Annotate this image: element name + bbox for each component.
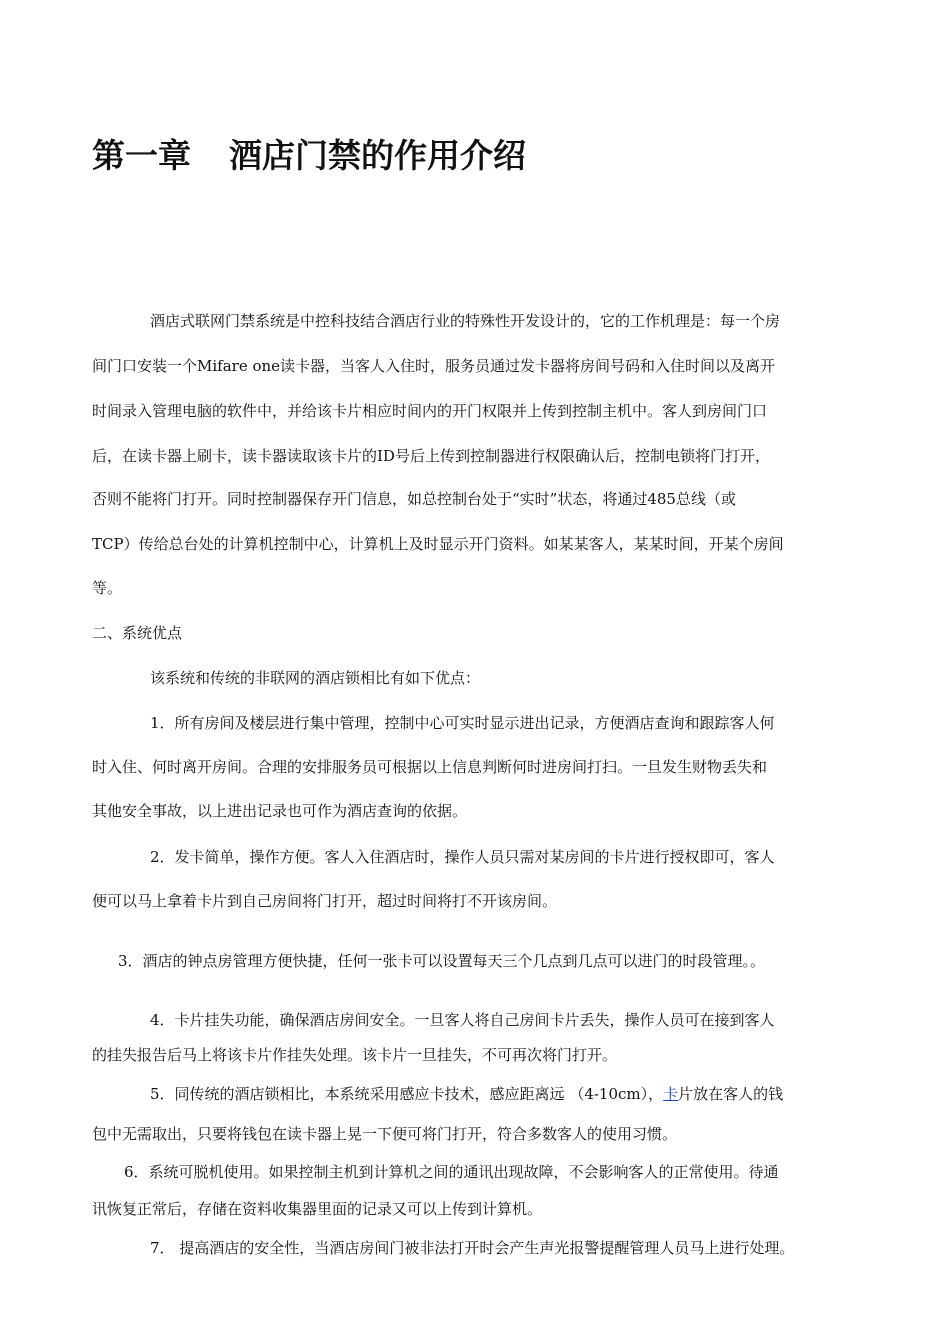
item-6-line-1: 6．系统可脱机使用。如果控制主机到计算机之间的通讯出现故障，不会影响客人的正常使用。待通 <box>124 1163 779 1181</box>
item-1-line-1: 1．所有房间及楼层进行集中管理，控制中心可实时显示进出记录，方便酒店查询和跟踪客人何 <box>150 714 775 732</box>
chapter-name: 酒店门禁的作用介绍 <box>229 136 526 175</box>
paragraph-1-line-2: 间门口安装一个Mifare one读卡器，当客人入住时，服务员通过发卡器将房间号码和入住时间以及离开 <box>92 357 776 375</box>
paragraph-1-line-1: 酒店式联网门禁系统是中控科技结合酒店行业的特殊性开发设计的，它的工作机理是：每一个房 <box>150 312 781 330</box>
chapter-title <box>92 134 526 178</box>
item-6-line-2: 讯恢复正常后，存储在资料收集器里面的记录又可以上传到计算机。 <box>92 1200 543 1218</box>
item-3-line-1: 3．酒店的钟点房管理方便快捷，任何一张卡可以设置每天三个几点到几点可以进门的时段管理。。 <box>118 952 766 970</box>
item-1-line-2: 时入住、何时离开房间。合理的安排服务员可根据以上信息判断何时进房间打扫。一旦发生财物丢失和 <box>92 758 768 776</box>
paragraph-1-line-5: 否则不能将门打开。同时控制器保存开门信息，如总控制台处于“实时”状态，将通过485总线（或 <box>92 490 736 508</box>
item-5-line-1-end: 片放在客人的钱 <box>678 1085 784 1103</box>
item-7-line-1: 7． 提高酒店的安全性，当酒店房间门被非法打开时会产生声光报警提醒管理人员马上进行处理。 <box>150 1239 795 1257</box>
chapter-number: 第一章 <box>92 136 191 175</box>
card-link[interactable]: 卡 <box>663 1085 679 1103</box>
item-4-line-2: 的挂失报告后马上将该卡片作挂失处理。该卡片一旦挂失，不可再次将门打开。 <box>92 1046 618 1064</box>
item-5-line-1 <box>150 1084 783 1104</box>
section-2-heading: 二、系统优点 <box>92 624 183 642</box>
item-5-line-1-start: 5．同传统的酒店锁相比，本系统采用感应卡技术，感应距离远 （4-10cm）， <box>150 1085 664 1103</box>
item-2-line-2: 便可以马上拿着卡片到自己房间将门打开，超过时间将打不开该房间。 <box>92 892 558 910</box>
paragraph-1-line-6: TCP）传给总台处的计算机控制中心，计算机上及时显示开门资料。如某某客人，某某时间，开某个房间 <box>92 535 784 553</box>
paragraph-1-line-4: 后，在读卡器上刷卡，读卡器读取该卡片的ID号后上传到控制器进行权限确认后，控制电锁将门打开， <box>92 447 770 465</box>
advantages-intro: 该系统和传统的非联网的酒店锁相比有如下优点： <box>150 669 481 687</box>
item-4-line-1: 4．卡片挂失功能，确保酒店房间安全。一旦客人将自己房间卡片丢失，操作人员可在接到客人 <box>150 1011 775 1029</box>
item-1-line-3: 其他安全事故，以上进出记录也可作为酒店查询的依据。 <box>92 802 468 820</box>
paragraph-1-line-3: 时间录入管理电脑的软件中，并给该卡片相应时间内的开门权限并上传到控制主机中。客人到房间门口 <box>92 402 768 420</box>
item-2-line-1: 2．发卡简单，操作方便。客人入住酒店时，操作人员只需对某房间的卡片进行授权即可，客人 <box>150 848 775 866</box>
item-5-line-2: 包中无需取出，只要将钱包在读卡器上晃一下便可将门打开，符合多数客人的使用习惯。 <box>92 1125 678 1143</box>
paragraph-1-line-7: 等。 <box>92 579 123 597</box>
